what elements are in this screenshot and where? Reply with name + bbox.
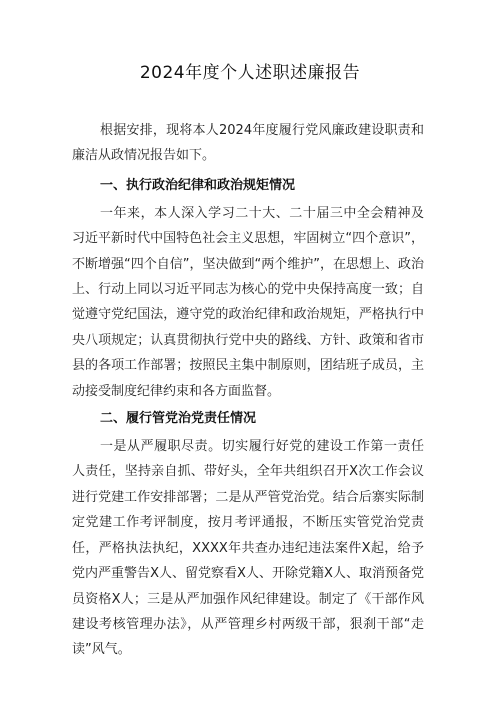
section-heading-2: 二、履行管党治党责任情况: [100, 411, 257, 427]
document-body: [72, 118, 424, 663]
section-2-paragraph: 一是从严履职尽责。切实履行好党的建设工作第一责任人责任，坚持亲自抓、带好头，全年共组织召开X次工作会议进行党建工作安排部署；二是从严管党治党。结合后寨实际制定党建工作考评制度，按月考评通报，不断压实管党治党责任，严格执法执纪，XXXX年共查办违纪违法案件X起，给予党内严重警告X人、留党察看X人、开除党籍X人、取消预备党员资格X人；三是从严加强作风纪律建设。制定了《干部作风建设考核管理办法》，从严管理乡村两级干部，狠刹干部“走读”风气。: [72, 439, 424, 658]
section-1-paragraph: 一年来，本人深入学习二十大、二十届三中全会精神及习近平新时代中国特色社会主义思想，牢固树立“四个意识”，不断增强“四个自信”，坚决做到“两个维护”，在思想上、政治上、行动上同以习近平同志为核心的党中央保持高度一致；自觉遵守党纪国法，遵守党的政治纪律和政治规矩，严格执行中央八项规定；认真贯彻执行党中央的路线、方针、政策和省市县的各项工作部署；按照民主集中制原则，团结班子成员，主动接受制度纪律约束和各方面监督。: [72, 205, 424, 399]
intro-paragraph: 根据安排，现将本人2024年度履行党风廉政建设职责和廉洁从政情况报告如下。: [72, 123, 424, 164]
document-title: 2024年度个人述职述廉报告: [139, 63, 361, 83]
section-heading-1: 一、执行政治纪律和政治规矩情况: [100, 177, 296, 193]
